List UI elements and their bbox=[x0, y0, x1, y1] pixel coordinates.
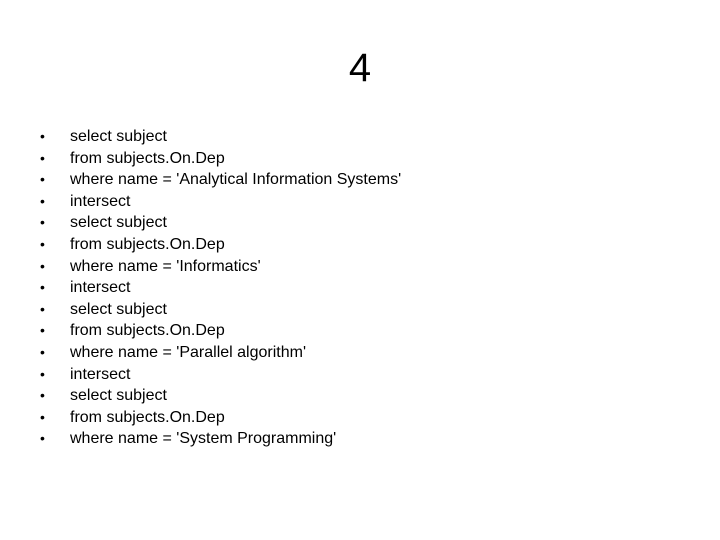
bullet-icon: • bbox=[40, 257, 45, 274]
list-item-text: where name = 'Informatics' bbox=[70, 257, 261, 275]
list-item-text: from subjects.On.Dep bbox=[70, 235, 225, 253]
list-item-text: intersect bbox=[70, 279, 131, 297]
bullet-icon: • bbox=[40, 365, 45, 382]
bullet-icon: • bbox=[40, 387, 45, 404]
list-item-text: where name = 'Parallel algorithm' bbox=[70, 343, 306, 361]
bullet-icon: • bbox=[40, 300, 45, 317]
list-item-text: select subject bbox=[70, 214, 167, 232]
bullet-icon: • bbox=[40, 214, 45, 231]
list-item-text: intersect bbox=[70, 365, 131, 383]
list-item-text: intersect bbox=[70, 192, 131, 210]
bullet-icon: • bbox=[40, 408, 45, 425]
bullet-icon: • bbox=[40, 322, 45, 339]
bullet-icon: • bbox=[40, 171, 45, 188]
bullet-icon: • bbox=[40, 430, 45, 447]
bullet-icon: • bbox=[40, 149, 45, 166]
list-item-text: from subjects.On.Dep bbox=[70, 408, 225, 426]
bullet-icon: • bbox=[40, 279, 45, 296]
list-item-text: select subject bbox=[70, 300, 167, 318]
list-item-text: where name = 'Analytical Information Systems' bbox=[70, 171, 402, 189]
list-item-text: where name = 'System Programming' bbox=[70, 430, 337, 448]
bullet-icon: • bbox=[40, 192, 45, 209]
list-item-text: from subjects.On.Dep bbox=[70, 149, 225, 167]
bullet-icon: • bbox=[40, 235, 45, 252]
bullet-icon: • bbox=[40, 343, 45, 360]
list-item-text: from subjects.On.Dep bbox=[70, 322, 225, 340]
list-item-text: select subject bbox=[70, 128, 167, 145]
list-item-text: select subject bbox=[70, 387, 167, 405]
slide-title: 4 bbox=[348, 46, 372, 90]
bullet-icon: • bbox=[40, 128, 45, 144]
